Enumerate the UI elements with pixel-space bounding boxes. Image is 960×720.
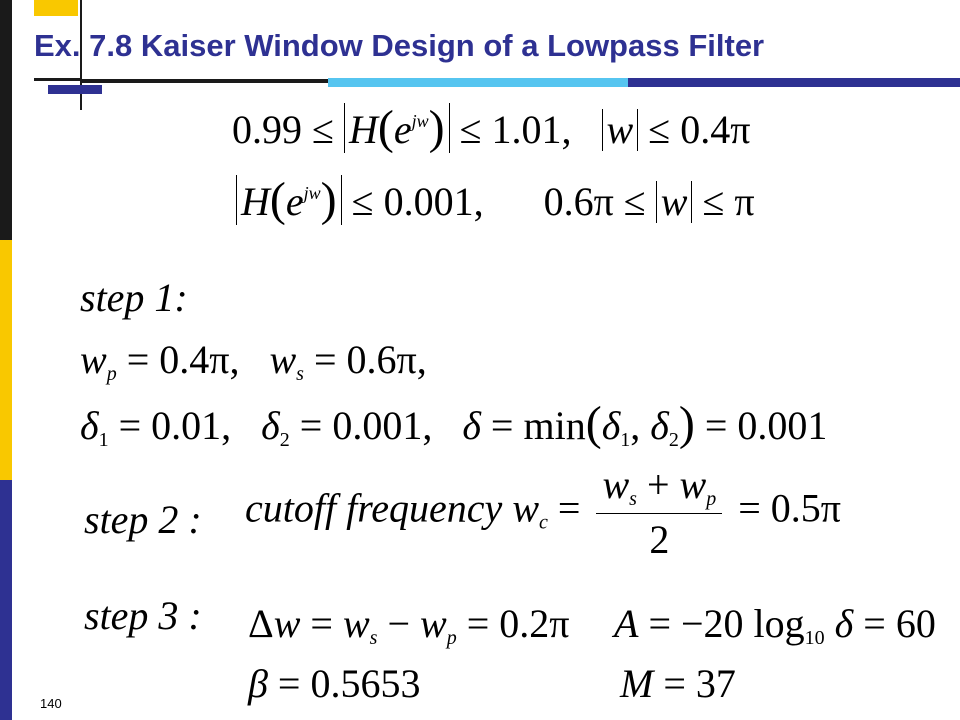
stopband-wlow: 0.6π bbox=[543, 179, 614, 224]
slide-title: Ex. 7.8 Kaiser Window Design of a Lowpass Filter bbox=[34, 28, 765, 63]
beta-value: 0.5653 bbox=[310, 661, 421, 706]
passband-wrange: 0.4π bbox=[680, 107, 751, 152]
A-value: 60 bbox=[895, 601, 936, 646]
attenuation: A = −20 $\log_{10} \delta = 60$ bbox=[614, 601, 936, 649]
step2-cutoff: cutoff frequency $w_c$ = $\frac{w_s + w_p}{2}$ = 0.5π bbox=[245, 462, 841, 562]
title-underline-blue bbox=[628, 78, 960, 87]
cutoff-text: cutoff frequency bbox=[245, 485, 503, 531]
passband-upper: 1.01, bbox=[491, 107, 572, 152]
step1-label: step 1: bbox=[80, 275, 188, 320]
small-blue-block bbox=[48, 85, 102, 94]
transition-width: $\Delta w = w_s - w_p = 0.2\pi$ bbox=[248, 601, 570, 649]
top-yellow-block bbox=[34, 0, 78, 16]
passband-lower: 0.99 bbox=[232, 107, 302, 152]
left-bar-black bbox=[0, 0, 12, 240]
slide-number: 140 bbox=[40, 696, 62, 711]
delta1-value: 0.01, bbox=[151, 403, 232, 448]
ws-value: 0.6π, bbox=[346, 337, 427, 382]
title-underline-black bbox=[82, 79, 328, 83]
passband-spec: $0.99 \le H(e^{jw}) \le 1.01$, w ≤ 0.4π bbox=[232, 101, 751, 154]
stopband-spec: $H(e^{jw}) \le 0.001$, 0.6π ≤ w ≤ π bbox=[236, 175, 755, 225]
M-eq: M = 37 bbox=[620, 661, 736, 706]
step2-label: step 2 : bbox=[84, 497, 202, 542]
step1-frequencies: $w_p = 0.4\pi$, $w_s = 0.6\pi$, bbox=[80, 337, 427, 385]
stopband-upper: 0.001, bbox=[383, 179, 484, 224]
step1-deltas: $\delta_1 = 0.01$, $\delta_2 = 0.001$, $\delta = \min(\delta_1$, $\delta_2) = 0.001$ bbox=[80, 397, 828, 451]
left-bar-blue bbox=[0, 480, 12, 720]
delta2-value: 0.001, bbox=[332, 403, 433, 448]
delta-value: 0.001 bbox=[737, 403, 828, 448]
beta-eq: β = 0.5653 bbox=[248, 661, 421, 706]
horizontal-guide-line bbox=[34, 78, 80, 81]
left-bar-yellow bbox=[0, 240, 12, 480]
dw-value: 0.2π bbox=[499, 601, 570, 646]
M-value: 37 bbox=[695, 661, 736, 706]
cutoff-result: 0.5π bbox=[770, 485, 841, 531]
title-underline-cyan bbox=[328, 78, 628, 87]
stopband-whigh: π bbox=[734, 179, 755, 224]
wp-value: 0.4π, bbox=[159, 337, 240, 382]
step3-label: step 3 : bbox=[84, 593, 202, 638]
cutoff-fraction: $\frac{w_s + w_p}{2}$ bbox=[596, 465, 722, 560]
